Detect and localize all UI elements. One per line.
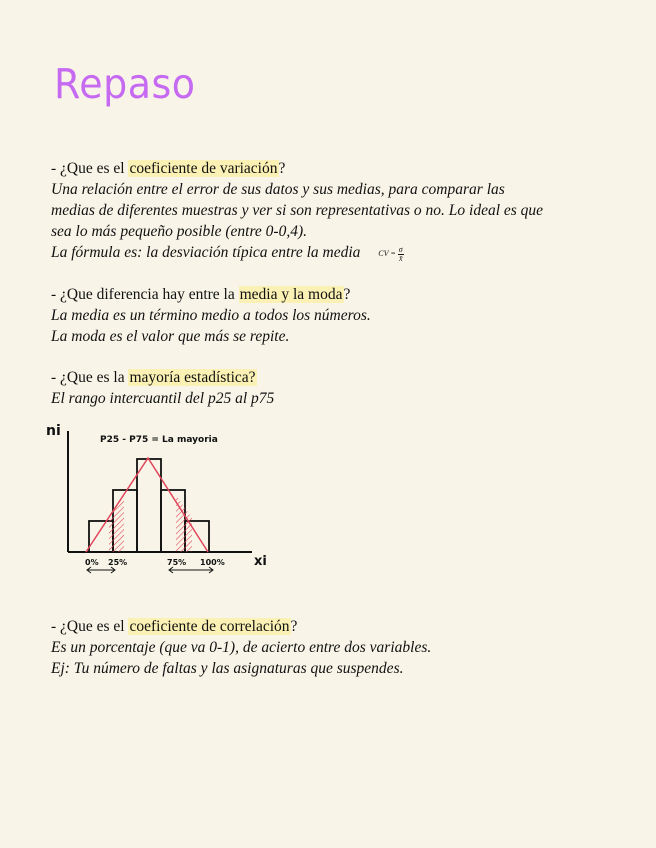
page-title: Repaso — [54, 60, 196, 108]
cv-formula — [378, 243, 403, 264]
question-line — [51, 367, 641, 388]
highlighted-term: mayoría estadística? — [129, 369, 256, 386]
question-line — [51, 616, 641, 637]
formula-lhs: CV = — [378, 248, 396, 258]
y-axis-label: ni — [46, 423, 61, 439]
answer-line: El rango intercuantil del p25 al p75 — [51, 390, 275, 407]
question-block-correlation — [51, 616, 641, 679]
question-suffix: ? — [278, 160, 286, 177]
answer-line: medias de diferentes muestras y ver si son representativas o no. Lo ideal es que — [51, 202, 544, 219]
question-block-majority — [51, 367, 641, 409]
question-block-variation — [51, 158, 641, 264]
highlighted-term: media y la moda — [239, 286, 343, 303]
question-prefix: - ¿Que es la — [51, 369, 129, 386]
question-line — [51, 284, 641, 305]
question-suffix: ? — [290, 618, 298, 635]
highlighted-term: coeficiente de correlación — [129, 618, 290, 635]
question-prefix: - ¿Que diferencia hay entre la — [51, 286, 239, 303]
percentile-label: 0% — [85, 558, 99, 567]
percentile-label: 25% — [108, 558, 128, 567]
formula-numerator: σ — [398, 244, 403, 254]
formula-denominator: x̄ — [398, 253, 403, 263]
answer-line: Una relación entre el error de sus datos y sus medias, para comparar las — [51, 181, 505, 198]
answer-line: sea lo más pequeño posible (entre 0-0,4). — [51, 223, 307, 240]
highlighted-term: coeficiente de variación — [129, 160, 278, 177]
answer-line: Ej: Tu número de faltas y las asignaturas que suspendes. — [51, 660, 404, 677]
formula-description: La fórmula es: la desviación típica entre la media — [51, 244, 361, 261]
formula-fraction — [398, 246, 404, 263]
answer-line — [51, 242, 641, 264]
x-axis-label: xi — [254, 554, 267, 569]
percentile-label: 75% — [167, 558, 187, 567]
answer-line: Es un porcentaje (que va 0-1), de acierto entre dos variables. — [51, 639, 432, 656]
histogram-sketch — [40, 415, 280, 575]
question-block-mean-mode — [51, 284, 641, 347]
answer-line: La media es un término medio a todos los números. — [51, 307, 371, 324]
answer-line: La moda es el valor que más se repite. — [51, 328, 290, 345]
question-suffix: ? — [343, 286, 351, 303]
question-prefix: - ¿Que es el — [51, 618, 129, 635]
percentile-label: 100% — [200, 558, 225, 567]
question-line — [51, 158, 641, 179]
right-tail-hatch — [176, 495, 192, 552]
sketch-note: P25 - P75 = La mayoria — [100, 435, 218, 445]
left-tail-hatch — [109, 495, 124, 552]
question-prefix: - ¿Que es el — [51, 160, 129, 177]
